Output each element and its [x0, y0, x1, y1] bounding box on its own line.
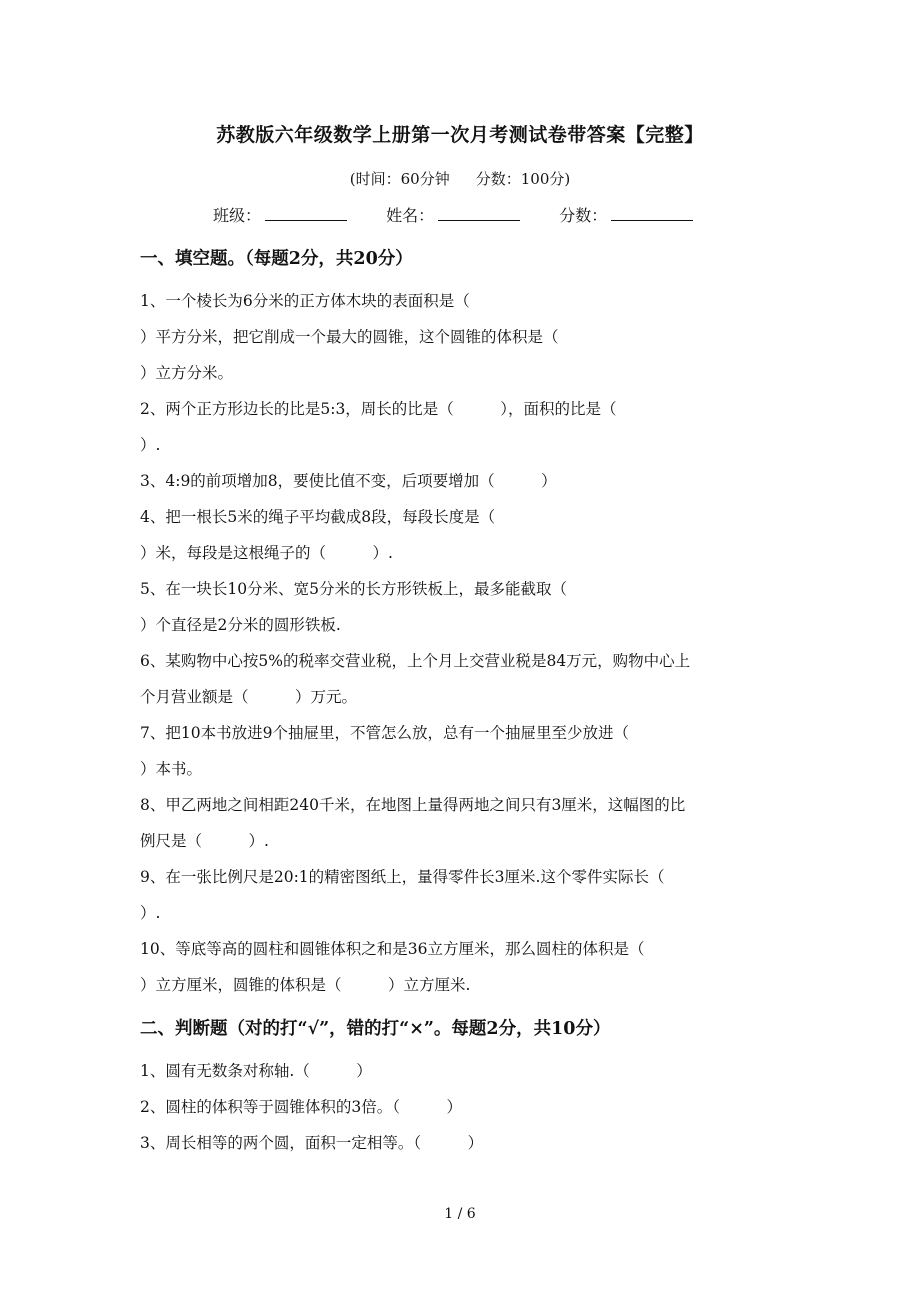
question-line: 7、把10本书放进9个抽屉里，不管怎么放，总有一个抽屉里至少放进（ [140, 724, 629, 742]
question-line: ）米，每段是这根绳子的（ ）. [140, 544, 393, 562]
question-line: ）本书。 [140, 760, 203, 778]
question-line: ）立方分米。 [140, 364, 234, 382]
class-field [213, 203, 347, 226]
page-number: 1 / 6 [444, 1206, 476, 1222]
question-line: 5、在一块长10分米、宽5分米的长方形铁板上，最多能截取（ [140, 580, 567, 598]
question-line: 3、4:9的前项增加8，要使比值不变，后项要增加（ ） [140, 472, 557, 490]
question-line: ）. [140, 436, 161, 454]
question-line: 3、周长相等的两个圆，面积一定相等。（ ） [140, 1134, 484, 1152]
question-line: 1、一个棱长为6分米的正方体木块的表面积是（ [140, 292, 470, 310]
question-line: 10、等底等高的圆柱和圆锥体积之和是36立方厘米，那么圆柱的体积是（ [140, 940, 645, 958]
class-blank[interactable] [265, 206, 347, 221]
section-2-heading: 二、判断题（对的打“√”，错的打“×”。每题2分，共10分） [140, 1019, 611, 1039]
score-blank[interactable] [611, 206, 693, 221]
score-label: 分数： [559, 206, 608, 225]
question-line: 6、某购物中心按5%的税率交营业税，上个月上交营业税是84万元，购物中心上 [140, 652, 691, 670]
name-blank[interactable] [438, 206, 520, 221]
question-line: 例尺是（ ）. [140, 832, 269, 850]
question-line: 个月营业额是（ ）万元。 [140, 688, 358, 706]
section-1-heading: 一、填空题。（每题2分，共20分） [140, 249, 413, 269]
question-line: ）. [140, 904, 161, 922]
name-label: 姓名： [386, 206, 435, 225]
question-line: 8、甲乙两地之间相距240千米，在地图上量得两地之间只有3厘米，这幅图的比 [140, 796, 686, 814]
page-title: 苏教版六年级数学上册第一次月考测试卷带答案【完整】 [216, 124, 704, 146]
question-line: ）个直径是2分米的圆形铁板. [140, 616, 341, 634]
question-line: 1、圆有无数条对称轴.（ ） [140, 1062, 372, 1080]
name-field [386, 203, 520, 226]
exam-meta [0, 168, 920, 189]
question-line: 4、把一根长5米的绳子平均截成8段，每段长度是（ [140, 508, 496, 526]
total-score: 分数：100分) [475, 170, 571, 188]
question-line: ）平方分米，把它削成一个最大的圆锥，这个圆锥的体积是（ [140, 328, 559, 346]
class-label: 班级： [213, 206, 262, 225]
question-line: ）立方厘米，圆锥的体积是（ ）立方厘米. [140, 976, 471, 994]
question-line: 9、在一张比例尺是20:1的精密图纸上，量得零件长3厘米.这个零件实际长（ [140, 868, 665, 886]
score-field [559, 203, 693, 226]
question-line: 2、两个正方形边长的比是5:3，周长的比是（ ），面积的比是（ [140, 400, 617, 418]
student-info-row [213, 203, 727, 226]
time-limit: (时间：60分钟 [349, 170, 450, 188]
question-line: 2、圆柱的体积等于圆锥体积的3倍。（ ） [140, 1098, 462, 1116]
